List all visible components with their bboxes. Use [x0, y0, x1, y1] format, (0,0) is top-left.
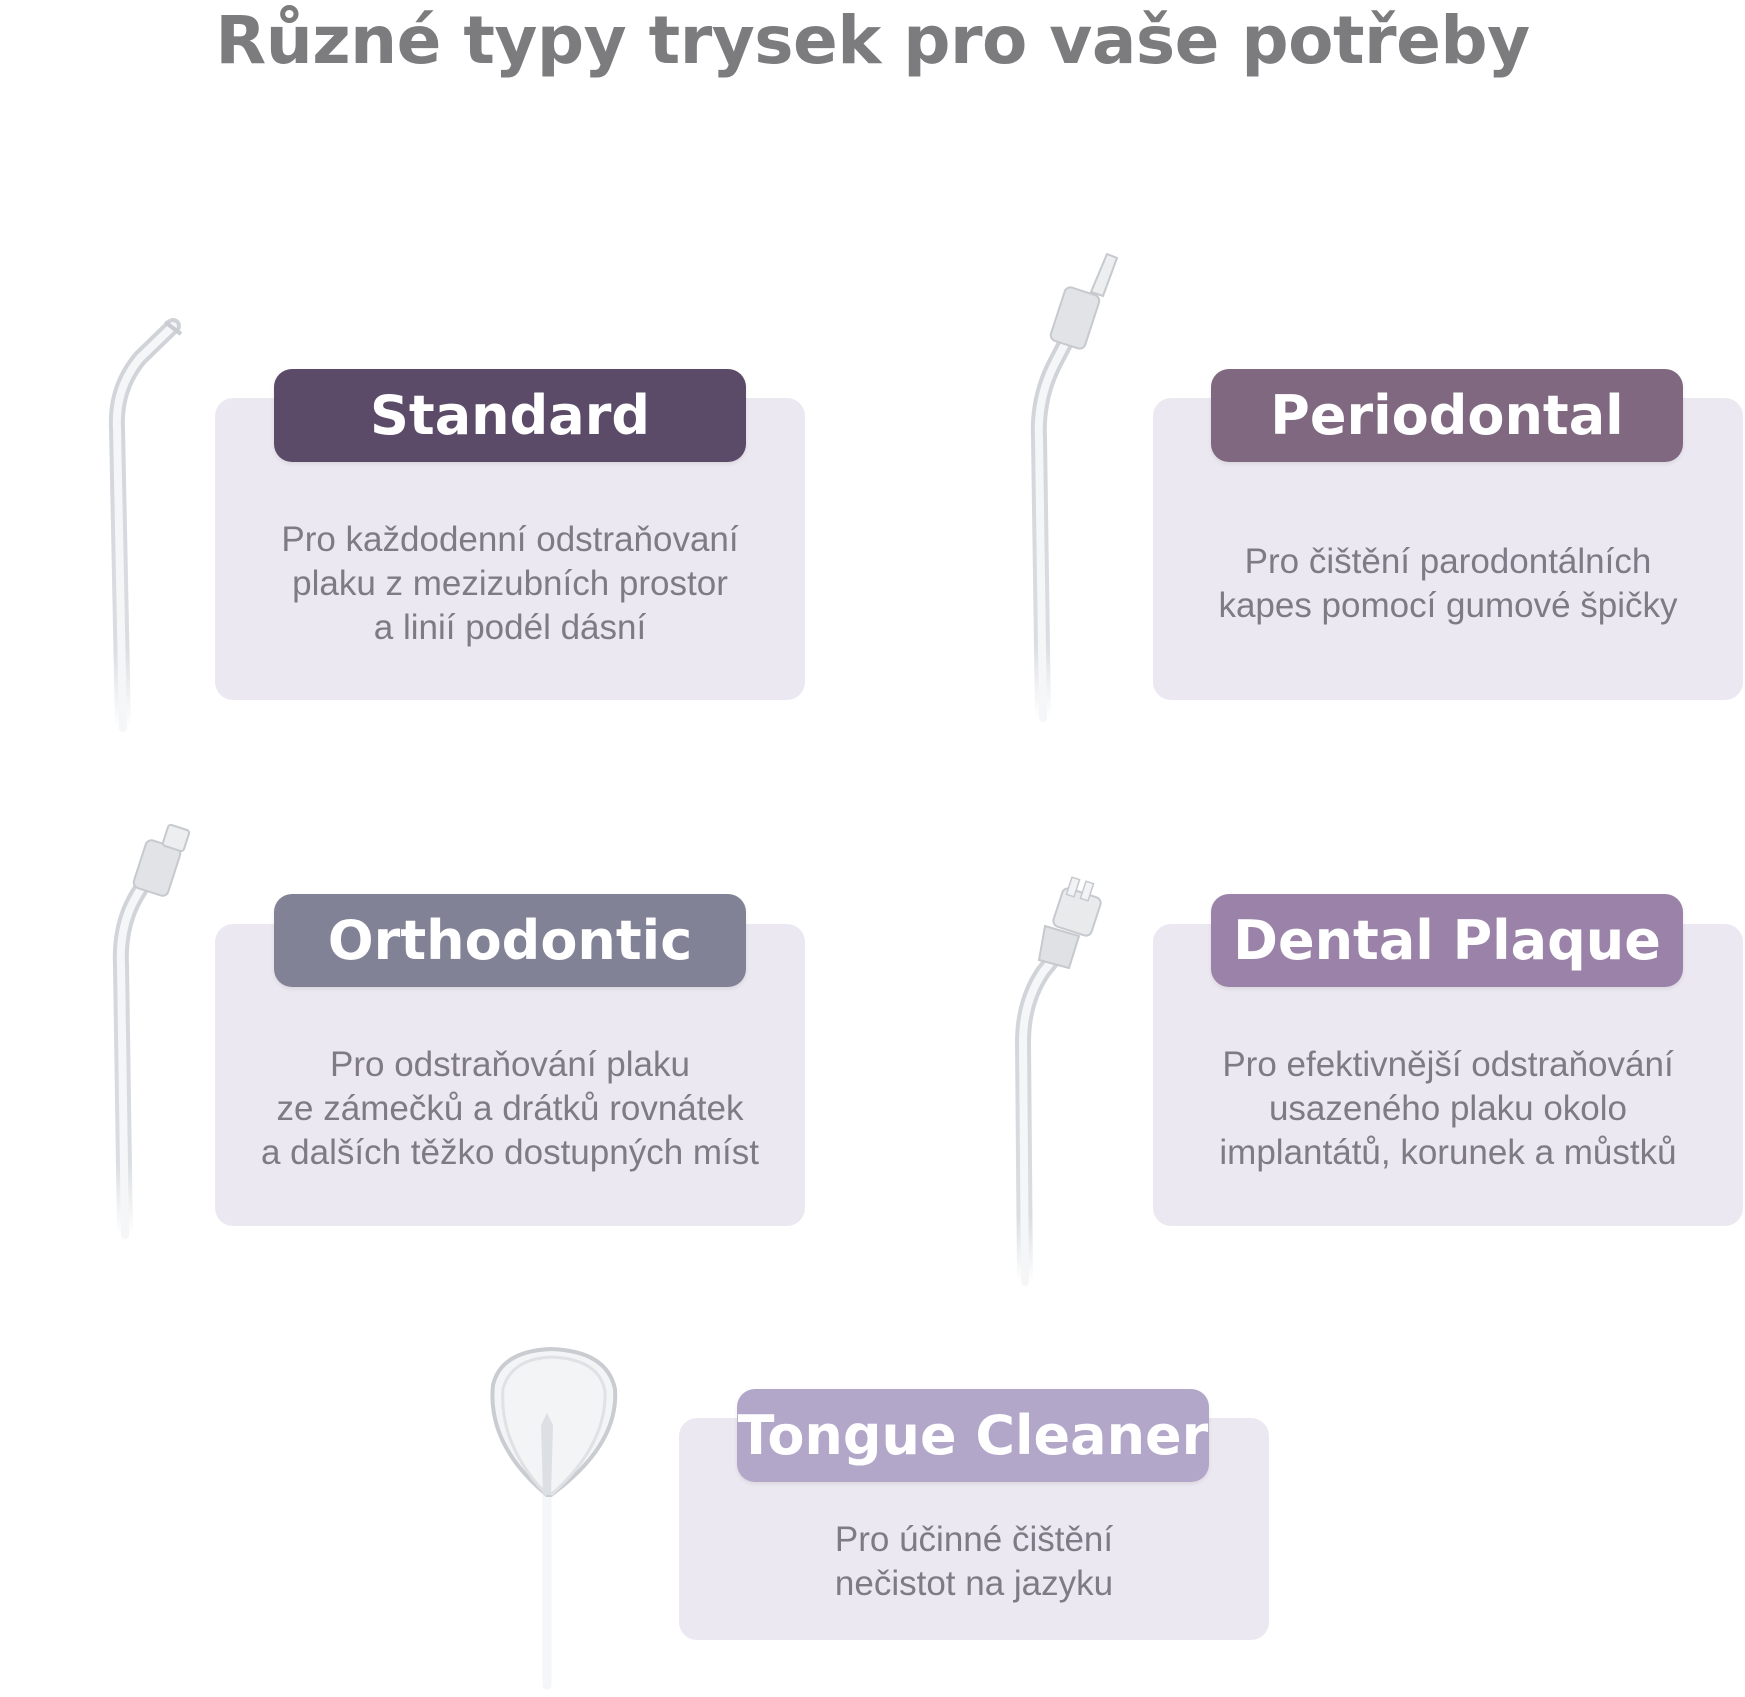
standard-label: Standard — [274, 369, 746, 462]
periodontal-label: Periodontal — [1211, 369, 1683, 462]
periodontal-nozzle-image — [1005, 248, 1145, 728]
tongue-cleaner-label: Tongue Cleaner — [737, 1389, 1209, 1482]
orthodontic-label: Orthodontic — [274, 894, 746, 987]
dental-plaque-nozzle-image — [995, 872, 1135, 1292]
dental-plaque-description: Pro efektivnější odstraňování usazeného plaku okolo implantátů, korunek a můstků — [1219, 1045, 1677, 1172]
page-title: Různé typy trysek pro vaše potřeby — [215, 2, 1530, 79]
tongue-cleaner-nozzle-image — [485, 1345, 635, 1690]
periodontal-description: Pro čištění parodontálních kapes pomocí gumové špičky — [1218, 542, 1678, 625]
dental-plaque-label: Dental Plaque — [1211, 894, 1683, 987]
standard-nozzle-image — [95, 318, 205, 738]
tongue-cleaner-description: Pro účinné čištění nečistot na jazyku — [834, 1520, 1114, 1603]
standard-description: Pro každodenní odstraňovaní plaku z mezizubních prostor a linií podél dásní — [281, 520, 739, 647]
orthodontic-description: Pro odstraňování plaku ze zámečků a drátků rovnátek a dalších těžko dostupných míst — [260, 1045, 760, 1172]
orthodontic-nozzle-image — [95, 825, 225, 1245]
